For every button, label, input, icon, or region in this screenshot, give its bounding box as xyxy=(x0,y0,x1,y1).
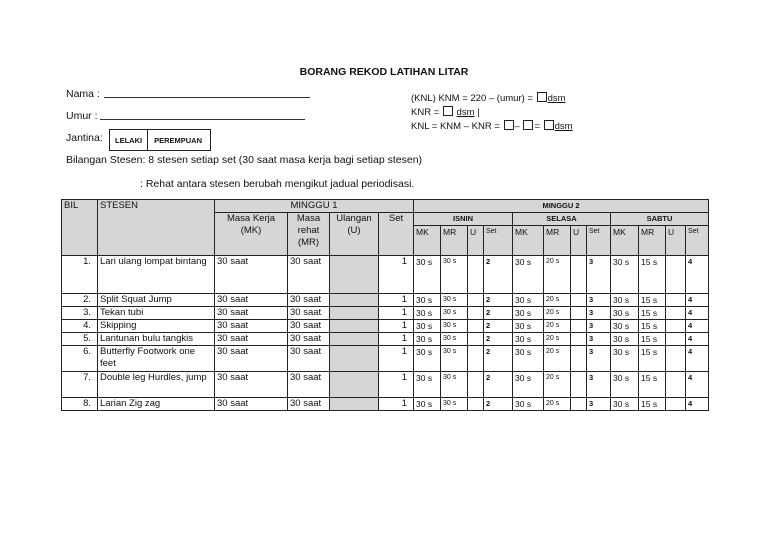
knm-box[interactable] xyxy=(537,92,547,102)
cell-mk[interactable]: 30 saat xyxy=(215,398,288,411)
cell-u[interactable] xyxy=(330,307,379,320)
cell-i-mk[interactable]: 30 s xyxy=(414,346,441,372)
cell-s-set[interactable]: 3 xyxy=(587,346,611,372)
cell-set[interactable]: 1 xyxy=(379,346,414,372)
cell-bil[interactable]: 4. xyxy=(62,320,98,333)
knl-box-b[interactable] xyxy=(523,120,533,130)
cell-s-mk[interactable]: 30 s xyxy=(513,294,544,307)
cell-mr[interactable]: 30 saat xyxy=(288,372,330,398)
cell-i-u[interactable] xyxy=(468,398,484,411)
cell-s-mr[interactable]: 20 s xyxy=(544,346,571,372)
cell-i-u[interactable] xyxy=(468,307,484,320)
cell-a-mr[interactable]: 15 s xyxy=(639,320,666,333)
cell-a-set[interactable]: 4 xyxy=(686,372,709,398)
cell-a-set[interactable]: 4 xyxy=(686,256,709,294)
header-sabtu: SABTU xyxy=(611,213,709,226)
cell-a-mr[interactable]: 15 s xyxy=(639,398,666,411)
cell-s-set[interactable]: 3 xyxy=(587,294,611,307)
cell-s-mk[interactable]: 30 s xyxy=(513,333,544,346)
cell-i-mk[interactable]: 30 s xyxy=(414,294,441,307)
cell-a-u[interactable] xyxy=(666,294,686,307)
cell-i-mk[interactable]: 30 s xyxy=(414,398,441,411)
header-set: Set xyxy=(379,213,414,256)
cell-stesen[interactable]: Double leg Hurdles, jump xyxy=(98,372,215,398)
jantina-label: Jantina: xyxy=(66,132,103,144)
cell-mk[interactable]: 30 saat xyxy=(215,320,288,333)
cell-a-u[interactable] xyxy=(666,372,686,398)
cell-stesen[interactable]: Lari ulang lompat bintang xyxy=(98,256,215,294)
cell-mr[interactable]: 30 saat xyxy=(288,346,330,372)
cell-mk[interactable]: 30 saat xyxy=(215,256,288,294)
cell-mr[interactable]: 30 saat xyxy=(288,333,330,346)
knr-box[interactable] xyxy=(443,106,453,116)
cell-mk[interactable]: 30 saat xyxy=(215,333,288,346)
cell-mr[interactable]: 30 saat xyxy=(288,398,330,411)
cell-i-mk[interactable]: 30 s xyxy=(414,307,441,320)
table-row xyxy=(62,372,709,398)
header-selasa-mk: MK xyxy=(513,226,544,256)
cell-stesen[interactable]: Larian Zig zag xyxy=(98,398,215,411)
cell-bil[interactable]: 5. xyxy=(62,333,98,346)
cell-bil[interactable]: 6. xyxy=(62,346,98,372)
cell-s-u[interactable] xyxy=(571,372,587,398)
header-sabtu-u: U xyxy=(666,226,686,256)
nama-label: Nama : xyxy=(66,88,100,100)
cell-a-u[interactable] xyxy=(666,398,686,411)
header-selasa: SELASA xyxy=(513,213,611,226)
cell-a-u[interactable] xyxy=(666,256,686,294)
table-row xyxy=(62,333,709,346)
umur-label: Umur : xyxy=(66,110,98,122)
cell-mr[interactable]: 30 saat xyxy=(288,320,330,333)
header-masa-kerja: Masa Kerja (MK) xyxy=(215,213,288,256)
rest-note: : Rehat antara stesen berubah mengikut jadual periodisasi. xyxy=(140,178,415,190)
table-row xyxy=(62,320,709,333)
cell-a-set[interactable]: 4 xyxy=(686,294,709,307)
cell-a-mk[interactable]: 30 s xyxy=(611,320,639,333)
cell-s-mr[interactable]: 20 s xyxy=(544,372,571,398)
cell-s-mr[interactable]: 20 s xyxy=(544,333,571,346)
cell-s-mr[interactable]: 20 s xyxy=(544,256,571,294)
cell-s-u[interactable] xyxy=(571,307,587,320)
jantina-options xyxy=(109,129,211,151)
knl-box-c[interactable] xyxy=(544,120,554,130)
cell-i-u[interactable] xyxy=(468,256,484,294)
cell-a-set[interactable]: 4 xyxy=(686,333,709,346)
cell-s-mk[interactable]: 30 s xyxy=(513,307,544,320)
cell-set[interactable]: 1 xyxy=(379,294,414,307)
cell-i-u[interactable] xyxy=(468,333,484,346)
cell-i-mk[interactable]: 30 s xyxy=(414,333,441,346)
cell-u[interactable] xyxy=(330,346,379,372)
cell-i-mr[interactable]: 30 s xyxy=(441,256,468,294)
cell-s-set[interactable]: 3 xyxy=(587,320,611,333)
cell-a-set[interactable]: 4 xyxy=(686,320,709,333)
cell-bil[interactable]: 7. xyxy=(62,372,98,398)
cell-a-u[interactable] xyxy=(666,346,686,372)
header-minggu-1: MINGGU 1 xyxy=(215,200,414,213)
cell-i-mr[interactable]: 30 s xyxy=(441,398,468,411)
cell-u[interactable] xyxy=(330,320,379,333)
cell-mk[interactable]: 30 saat xyxy=(215,294,288,307)
cell-i-mr[interactable]: 30 s xyxy=(441,372,468,398)
cell-a-mk[interactable]: 30 s xyxy=(611,333,639,346)
cell-s-u[interactable] xyxy=(571,294,587,307)
cell-u[interactable] xyxy=(330,294,379,307)
cell-i-set[interactable]: 2 xyxy=(484,346,513,372)
cell-mk[interactable]: 30 saat xyxy=(215,307,288,320)
cell-set[interactable]: 1 xyxy=(379,398,414,411)
cell-a-mr[interactable]: 15 s xyxy=(639,333,666,346)
formula-knr: KNR = dsm | xyxy=(411,107,480,118)
header-isnin-set: Set xyxy=(484,226,513,256)
cell-bil[interactable]: 3. xyxy=(62,307,98,320)
cell-s-set[interactable]: 3 xyxy=(587,256,611,294)
header-bil: BIL xyxy=(62,200,98,256)
cell-u[interactable] xyxy=(330,372,379,398)
cell-mk[interactable]: 30 saat xyxy=(215,372,288,398)
table-row xyxy=(62,307,709,320)
cell-stesen[interactable]: Skipping xyxy=(98,320,215,333)
cell-a-mr[interactable]: 15 s xyxy=(639,346,666,372)
cell-i-set[interactable]: 2 xyxy=(484,256,513,294)
cell-i-mr[interactable]: 30 s xyxy=(441,346,468,372)
cell-bil[interactable]: 1. xyxy=(62,256,98,294)
header-minggu-2: MINGGU 2 xyxy=(414,200,709,213)
header-selasa-u: U xyxy=(571,226,587,256)
header-ulangan: Ulangan (U) xyxy=(330,213,379,256)
cell-a-mr[interactable]: 15 s xyxy=(639,307,666,320)
cell-a-mk[interactable]: 30 s xyxy=(611,294,639,307)
cell-a-mk[interactable]: 30 s xyxy=(611,346,639,372)
formula-knl: KNL = KNM – KNR = – = dsm xyxy=(411,121,573,132)
table-row xyxy=(62,294,709,307)
cell-a-mk[interactable]: 30 s xyxy=(611,372,639,398)
cell-s-u[interactable] xyxy=(571,333,587,346)
cell-i-set[interactable]: 2 xyxy=(484,372,513,398)
cell-a-mr[interactable]: 15 s xyxy=(639,294,666,307)
table-row xyxy=(62,256,709,294)
cell-stesen[interactable]: Lantunan bulu tangkis xyxy=(98,333,215,346)
cell-a-mr[interactable]: 15 s xyxy=(639,372,666,398)
form-title: BORANG REKOD LATIHAN LITAR xyxy=(299,66,469,78)
cell-i-set[interactable]: 2 xyxy=(484,333,513,346)
cell-s-mr[interactable]: 20 s xyxy=(544,398,571,411)
jantina-option-perempuan[interactable]: PEREMPUAN xyxy=(147,130,210,150)
cell-i-mk[interactable]: 30 s xyxy=(414,256,441,294)
stations-note: Bilangan Stesen: 8 stesen setiap set (30 saat masa kerja bagi setiap stesen) xyxy=(66,154,423,166)
formula-knm: (KNL) KNM = 220 – (umur) = dsm xyxy=(411,93,566,104)
cell-i-mk[interactable]: 30 s xyxy=(414,372,441,398)
cell-i-mr[interactable]: 30 s xyxy=(441,294,468,307)
header-isnin-u: U xyxy=(468,226,484,256)
cell-i-set[interactable]: 2 xyxy=(484,398,513,411)
jantina-option-lelaki[interactable]: LELAKI xyxy=(115,135,143,145)
header-sabtu-mk: MK xyxy=(611,226,639,256)
cell-s-u[interactable] xyxy=(571,398,587,411)
cell-stesen[interactable]: Tekan tubi xyxy=(98,307,215,320)
header-sabtu-mr: MR xyxy=(639,226,666,256)
cell-mr[interactable]: 30 saat xyxy=(288,256,330,294)
cell-i-set[interactable]: 2 xyxy=(484,294,513,307)
cell-a-mk[interactable]: 30 s xyxy=(611,398,639,411)
table-row xyxy=(62,346,709,372)
cell-u[interactable] xyxy=(330,333,379,346)
cell-mr[interactable]: 30 saat xyxy=(288,307,330,320)
cell-s-set[interactable]: 3 xyxy=(587,398,611,411)
cell-s-mk[interactable]: 30 s xyxy=(513,256,544,294)
cell-i-mr[interactable]: 30 s xyxy=(441,320,468,333)
cell-a-mk[interactable]: 30 s xyxy=(611,307,639,320)
cell-s-mk[interactable]: 30 s xyxy=(513,372,544,398)
cell-a-u[interactable] xyxy=(666,333,686,346)
cell-s-u[interactable] xyxy=(571,320,587,333)
cell-i-mr[interactable]: 30 s xyxy=(441,307,468,320)
umur-field[interactable] xyxy=(100,119,305,120)
header-isnin-mk: MK xyxy=(414,226,441,256)
cell-a-u[interactable] xyxy=(666,320,686,333)
cell-s-mk[interactable]: 30 s xyxy=(513,346,544,372)
cell-stesen[interactable]: Split Squat Jump xyxy=(98,294,215,307)
training-table xyxy=(61,199,709,411)
table-row xyxy=(62,398,709,411)
header-sabtu-set: Set xyxy=(686,226,709,256)
cell-stesen[interactable]: Butterfly Footwork one feet xyxy=(98,346,215,372)
cell-bil[interactable]: 8. xyxy=(62,398,98,411)
cell-u[interactable] xyxy=(330,398,379,411)
cell-s-mr[interactable]: 20 s xyxy=(544,307,571,320)
cell-i-set[interactable]: 2 xyxy=(484,307,513,320)
cell-mr[interactable]: 30 saat xyxy=(288,294,330,307)
cell-s-set[interactable]: 3 xyxy=(587,372,611,398)
header-selasa-mr: MR xyxy=(544,226,571,256)
cell-s-u[interactable] xyxy=(571,346,587,372)
cell-set[interactable]: 1 xyxy=(379,320,414,333)
cell-a-mr[interactable]: 15 s xyxy=(639,256,666,294)
cell-i-u[interactable] xyxy=(468,320,484,333)
cell-set[interactable]: 1 xyxy=(379,372,414,398)
cell-a-set[interactable]: 4 xyxy=(686,307,709,320)
cell-bil[interactable]: 2. xyxy=(62,294,98,307)
cell-a-set[interactable]: 4 xyxy=(686,346,709,372)
cell-s-set[interactable]: 3 xyxy=(587,333,611,346)
header-stesen: STESEN xyxy=(98,200,215,256)
header-selasa-set: Set xyxy=(587,226,611,256)
cell-s-set[interactable]: 3 xyxy=(587,307,611,320)
cell-s-mk[interactable]: 30 s xyxy=(513,398,544,411)
cell-s-mr[interactable]: 20 s xyxy=(544,294,571,307)
cell-set[interactable]: 1 xyxy=(379,256,414,294)
header-isnin-mr: MR xyxy=(441,226,468,256)
cell-set[interactable]: 1 xyxy=(379,333,414,346)
nama-field[interactable] xyxy=(104,97,310,98)
cell-i-u[interactable] xyxy=(468,346,484,372)
cell-i-u[interactable] xyxy=(468,372,484,398)
cell-a-u[interactable] xyxy=(666,307,686,320)
knl-box-a[interactable] xyxy=(504,120,514,130)
cell-i-mr[interactable]: 30 s xyxy=(441,333,468,346)
cell-mk[interactable]: 30 saat xyxy=(215,346,288,372)
cell-set[interactable]: 1 xyxy=(379,307,414,320)
cell-s-mk[interactable]: 30 s xyxy=(513,320,544,333)
cell-a-set[interactable]: 4 xyxy=(686,398,709,411)
cell-i-mk[interactable]: 30 s xyxy=(414,320,441,333)
cell-a-mk[interactable]: 30 s xyxy=(611,256,639,294)
cell-s-u[interactable] xyxy=(571,256,587,294)
cell-s-mr[interactable]: 20 s xyxy=(544,320,571,333)
header-isnin: ISNIN xyxy=(414,213,513,226)
cell-u[interactable] xyxy=(330,256,379,294)
cell-i-u[interactable] xyxy=(468,294,484,307)
cell-i-set[interactable]: 2 xyxy=(484,320,513,333)
header-masa-rehat: Masa rehat (MR) xyxy=(288,213,330,256)
